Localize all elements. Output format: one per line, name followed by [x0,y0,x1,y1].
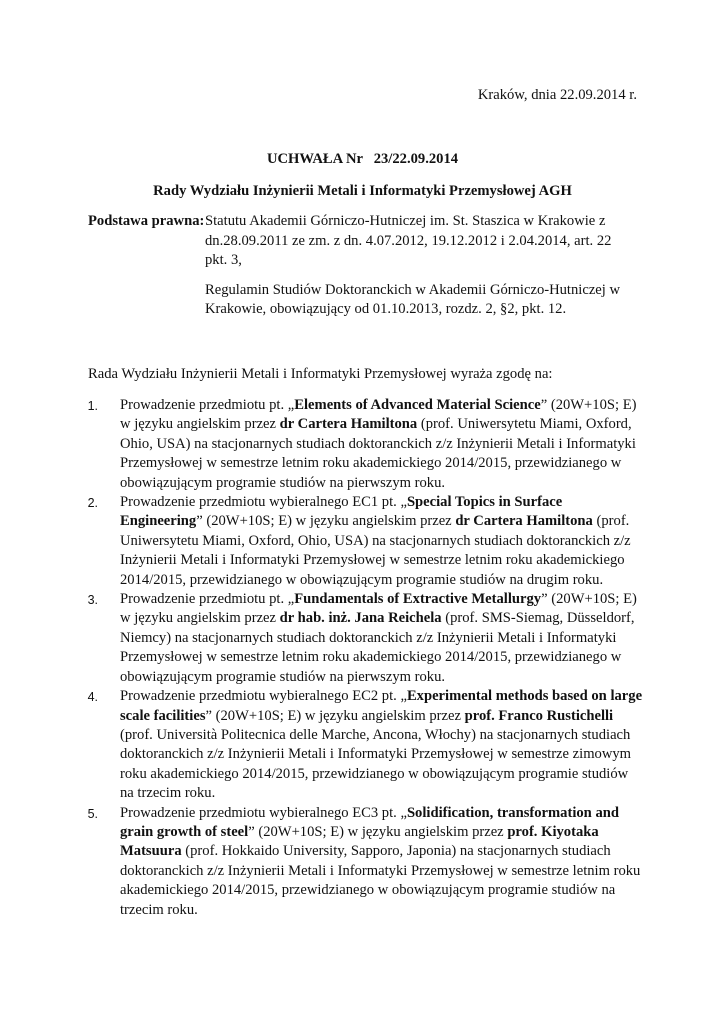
lecturer-name: prof. Franco Rustichelli [464,707,614,724]
lecturer-name: dr Cartera Hamiltona [279,416,418,433]
list-item-number: 3. [87,593,98,608]
item-text-b: ” (20W+10S; E) w języku angielskim przez [248,823,508,840]
list-item-number: 4. [87,690,98,705]
list-item-number: 1. [87,399,98,413]
resolution-title: UCHWAŁA Nr 23/22.09.2014 [266,151,459,167]
item-text-c: (prof. Università Politecnica delle Marche, Ancona, Włochy) na stacjonarnych studiach doktoranckich z/z Inżynierii Metali i Informatyki Przemysłowej w semestrze zimowym roku akademickiego 2014/2015, przewidzianego w obowiązującym programie studiów na trzecim roku. [120,726,632,802]
item-text-b: ” (20W+10S; E) w języku angielskim przez [120,397,637,433]
list-item [84,804,644,920]
course-title: Special Topics in Surface Engineering [120,494,563,530]
course-title: Fundamentals of Extractive Metallurgy [294,591,542,608]
list-item [84,396,644,493]
list-item [84,687,644,803]
list-item-number: 5. [87,806,98,821]
place-date: Kraków, dnia 22.09.2014 r. [477,87,637,103]
item-text-a: Prowadzenie przedmiotu pt. „ [120,397,295,413]
item-text-c: (prof. Uniwersytetu Miami, Oxford, Ohio, USA) na stacjonarnych studiach doktoranckich z/z Inżynierii Metali i Informatyki Przemysłowej w semestrze letnim roku akademickiego 2014/2015, przewidzianego w obowiązującym programie studiów na pierwszym roku. [120,416,636,491]
course-title: Elements of Advanced Material Science [294,397,541,413]
course-title: Experimental methods based on large scale facilities [120,688,643,724]
item-text-c: (prof. SMS-Siemag, Düsseldorf, Niemcy) na stacjonarnych studiach doktoranckich z/z Inżynierii Metali i Informatyki Przemysłowej w semestrze letnim roku akademickiego 2014/2015, przewidzianego w obowiązującym programie studiów na pierwszym roku. [120,610,635,685]
item-text-a: Prowadzenie przedmiotu wybieralnego EC2 pt. „ [120,688,407,705]
lecturer-name: dr hab. inż. Jana Reichela [279,610,442,627]
item-text-c: (prof. Uniwersytetu Miami, Oxford, Ohio, USA) na stacjonarnych studiach doktoranckich z/z Inżynierii Metali i Informatyki Przemysłowej w semestrze letnim roku akademickiego 2014/2015, przewidzianego w obowiązującym programie studiów na drugim roku. [120,513,631,588]
item-text-a: Prowadzenie przedmiotu pt. „ [120,591,295,608]
legal-basis-regulation: Regulamin Studiów Doktoranckich w Akademii Górniczo-Hutniczej w Krakowie, obowiązujący od 01.10.2013, rozdz. 2, §2, pkt. 12. [205,281,621,317]
item-text-b: ” (20W+10S; E) w języku angielskim przez [205,707,465,724]
resolution-items-list [84,396,644,920]
resolution-subtitle: Rady Wydziału Inżynierii Metali i Informatyki Przemysłowej AGH [153,183,572,199]
item-text-a: Prowadzenie przedmiotu wybieralnego EC3 pt. „ [120,804,407,821]
item-text-b: ” (20W+10S; E) w języku angielskim przez [196,513,456,530]
item-text-a: Prowadzenie przedmiotu wybieralnego EC1 pt. „ [120,494,407,511]
legal-basis-body [205,212,635,320]
intro-paragraph: Rada Wydziału Inżynierii Metali i Informatyki Przemysłowej wyraża zgodę na: [88,366,553,382]
lecturer-name: prof. Kiyotaka Matsuura [120,823,599,860]
legal-basis-statute: Statutu Akademii Górniczo-Hutniczej im. St. Staszica w Krakowie z dn.28.09.2011 ze zm. z dn. 4.07.2012, 19.12.2012 i 2.04.2014, art. 22 pkt. 3, [205,213,612,268]
course-title: Solidification, transformation and grain growth of steel [120,804,619,840]
item-text-c: (prof. Hokkaido University, Sapporo, Japonia) na stacjonarnych studiach doktoranckich z/z Inżynierii Metali i Informatyki Przemysłowej w semestrze letnim roku akademickiego 2014/2015, przewidzianego w obowiązującym programie studiów na trzecim roku. [120,843,641,918]
legal-basis-label: Podstawa prawna: [88,213,205,229]
list-item-number: 2. [87,496,98,511]
item-text-b: ” (20W+10S; E) w języku angielskim przez [120,591,637,627]
list-item [84,493,644,590]
list-item [84,590,644,687]
lecturer-name: dr Cartera Hamiltona [455,513,593,530]
